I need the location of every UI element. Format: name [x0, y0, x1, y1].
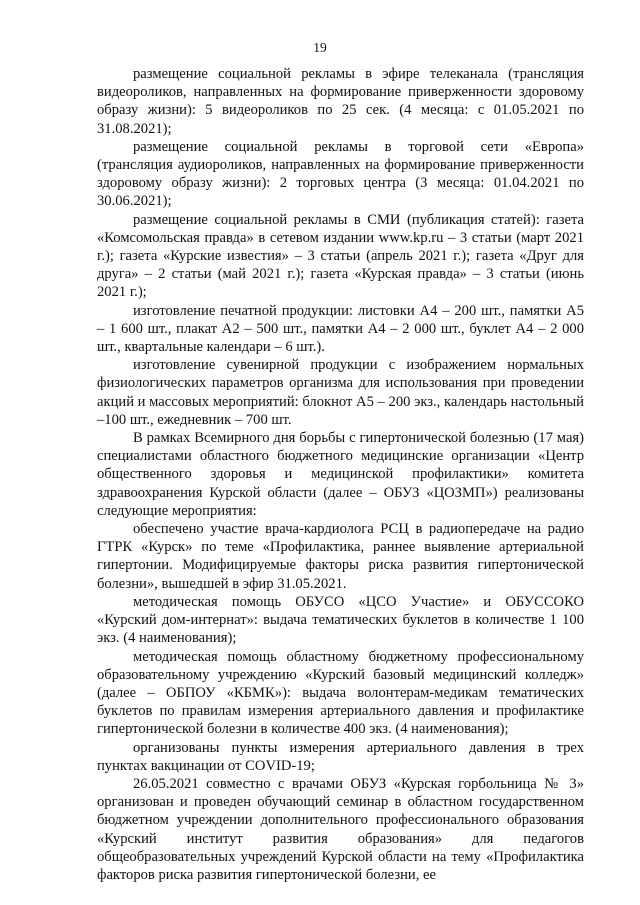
paragraph-methodical-help-social: методическая помощь ОБУСО «ЦСО Участие» и ОБУССОКО «Курский дом-интернат»: выдача тематических буклетов в количестве 1 100 экз. (4 наименования); — [97, 593, 584, 647]
paragraph-store-advertising: размещение социальной рекламы в торговой сети «Европа» (трансляция аудиороликов, направленных на формирование приверженности здоровому образу жизни): 2 торговых центра (3 месяца: 01.04.2021 по 30.06.2021); — [97, 138, 584, 210]
paragraph-radio-broadcast: обеспечено участие врача-кардиолога РСЦ в радиопередаче на радио ГТРК «Курск» по теме «Профилактика, раннее выявление артериальной гипертонии. Модифицируемые факторы риска развития гипертонической болезни», вышедшей в эфир 31.05.2021. — [97, 521, 584, 592]
paragraph-pressure-points: организованы пункты измерения артериального давления в трех пунктах вакцинации от COVID-19; — [97, 739, 584, 774]
paragraph-hypertension-day: В рамках Всемирного дня борьбы с гипертонической болезнью (17 мая) специалистами областного бюджетного медицинские организации «Центр общественного здоровья и медицинской профилактики» комитета здравоохранения Курской области (далее – ОБУЗ «ЦОЗМП») реализованы следующие мероприятия: — [97, 430, 584, 519]
paragraph-tv-advertising: размещение социальной рекламы в эфире телеканала (трансляция видеороликов, направленных на формирование приверженности здоровому образу жизни): 5 видеороликов по 25 сек. (4 месяца: с 01.05.2021 по 31.08.2021); — [97, 66, 584, 137]
page-number: 19 — [313, 40, 327, 55]
paragraph-souvenir-products: изготовление сувенирной продукции с изображением нормальных физиологических параметров организма для использования при проведении акций и массовых мероприятий: блокнот А5 – 200 экз., календарь настольный –100 шт., ежедневник – 700 шт. — [97, 357, 584, 428]
paragraph-seminar: 26.05.2021 совместно с врачами ОБУЗ «Курская горбольница № 3» организован и проведен обучающий семинар в областном государственном бюджетном учреждении дополнительного профессионального образования «Курский институт развития образования» для педагогов общеобразовательных учреждений Курской области на тему «Профилактика факторов риска развития гипертонической болезни, ее — [97, 775, 584, 883]
paragraph-methodical-help-college: методическая помощь областному бюджетному профессиональному образовательному учреждению «Курский базовый медицинский колледж» (далее – ОБПОУ «КБМК»): выдача волонтерам-медикам тематических буклетов по правилам измерения артериального давления и профилактике гипертонической болезни в количестве 400 экз. (4 наименования); — [97, 648, 584, 738]
document-body — [97, 65, 584, 884]
paragraph-printed-products: изготовление печатной продукции: листовки А4 – 200 шт., памятки А5 – 1 600 шт., плакат А2 – 500 шт., памятки А4 – 2 000 шт., буклет А4 – 2 000 шт., квартальные календари – 6 шт.). — [97, 302, 584, 356]
paragraph-media-advertising: размещение социальной рекламы в СМИ (публикация статей): газета «Комсомольская правда» в сетевом издании www.kp.ru – 3 статьи (март 2021 г.); газета «Курские известия» – 3 статьи (апрель 2021 г.); газета «Друг для друга» – 2 статьи (май 2021 г.); газета «Курская правда» – 3 статьи (июнь 2021 г.); — [97, 211, 584, 301]
